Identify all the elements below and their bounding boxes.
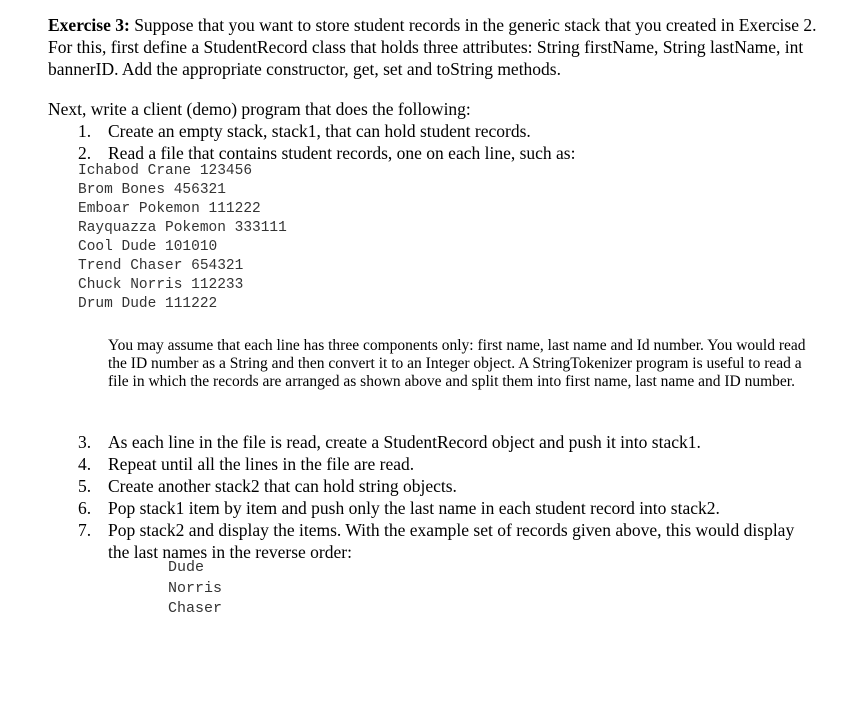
step-text: Repeat until all the lines in the file are read. — [108, 454, 415, 474]
record-line: Cool Dude 101010 — [78, 239, 218, 255]
step-text: Create an empty stack, stack1, that can hold student records. — [108, 121, 531, 141]
record-line: Ichabod Crane 123456 — [78, 163, 253, 179]
step-text: Create another stack2 that can hold string objects. — [108, 476, 457, 496]
assumption-note: You may assume that each line has three components only: first name, last name and Id number. You would read the ID number as a String and then convert it to an Integer object. A StringTokenizer program is useful to read a file in which the records are arranged as shown above and split them into first name, last name and ID number. — [108, 337, 806, 390]
step-6 — [78, 497, 798, 519]
record-line: Trend Chaser 654321 — [78, 258, 244, 274]
step-number: 2. — [78, 143, 92, 163]
step-2 — [78, 142, 798, 164]
step-number: 1. — [78, 121, 92, 141]
step-number: 6. — [78, 498, 92, 518]
step-number: 7. — [78, 520, 92, 540]
step-text: Pop stack1 item by item and push only the last name in each student record into stack2. — [108, 498, 720, 518]
step-text: Read a file that contains student records, one on each line, such as: — [108, 143, 576, 163]
record-line: Brom Bones 456321 — [78, 182, 226, 198]
exercise-intro — [48, 14, 838, 80]
record-line: Drum Dude 111222 — [78, 296, 218, 312]
record-line: Chuck Norris 112233 — [78, 277, 244, 293]
step-number: 4. — [78, 454, 92, 474]
record-line: Rayquazza Pokemon 333111 — [78, 220, 287, 236]
step-number: 5. — [78, 476, 92, 496]
record-line: Emboar Pokemon 111222 — [78, 201, 261, 217]
step-3 — [78, 431, 798, 453]
output-line: Norris — [168, 579, 223, 597]
step-4 — [78, 453, 798, 475]
step-number: 3. — [78, 432, 92, 452]
output-line: Chaser — [168, 600, 223, 617]
step-5 — [78, 475, 798, 497]
step-text: As each line in the file is read, create a StudentRecord object and push it into stack1. — [108, 432, 701, 452]
exercise-intro-text: Suppose that you want to store student records in the generic stack that you created in Exercise 2. For this, first define a StudentRecord class that holds three attributes: String firstName, String lastName, int bannerID. Add the appropriate constructor, get, set and toString methods. — [48, 15, 817, 79]
sample-records-list — [78, 162, 287, 314]
next-instruction: Next, write a client (demo) program that does the following: — [48, 99, 471, 119]
output-line: Dude — [168, 559, 205, 576]
exercise-label: Exercise 3: — [48, 15, 130, 35]
step-7 — [78, 519, 798, 563]
step-1 — [78, 120, 798, 142]
expected-output-list — [168, 558, 222, 620]
step-text: Pop stack2 and display the items. With the example set of records given above, this would display the last names in the reverse order: — [108, 520, 795, 562]
